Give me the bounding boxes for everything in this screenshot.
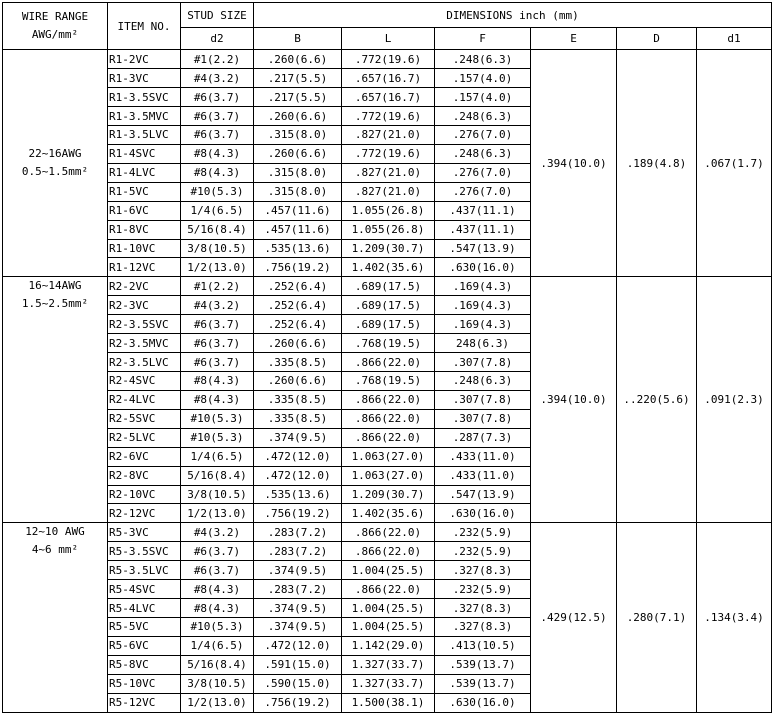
item-no-cell: R2-4SVC xyxy=(108,371,181,390)
dim-l-cell: 1.402(35.6) xyxy=(342,504,435,523)
dim-b-cell: .283(7.2) xyxy=(254,580,342,599)
dim-b-cell: .217(5.5) xyxy=(254,69,342,88)
dim-b-cell: .590(15.0) xyxy=(254,674,342,693)
stud-size-cell: 1/4(6.5) xyxy=(181,201,254,220)
dim-b-cell: .252(6.4) xyxy=(254,296,342,315)
stud-size-cell: #4(3.2) xyxy=(181,523,254,542)
dimensions-table xyxy=(2,2,772,713)
header-col-b: B xyxy=(254,28,342,50)
stud-size-cell: #1(2.2) xyxy=(181,277,254,296)
dim-f-cell: .547(13.9) xyxy=(435,239,531,258)
dim-b-cell: .472(12.0) xyxy=(254,447,342,466)
stud-size-cell: #8(4.3) xyxy=(181,163,254,182)
dim-f-cell: .232(5.9) xyxy=(435,580,531,599)
stud-size-cell: #10(5.3) xyxy=(181,617,254,636)
dim-b-cell: .374(9.5) xyxy=(254,599,342,618)
dim-l-cell: .689(17.5) xyxy=(342,277,435,296)
item-no-cell: R5-3.5SVC xyxy=(108,542,181,561)
item-no-cell: R5-4SVC xyxy=(108,580,181,599)
dim-f-cell: .547(13.9) xyxy=(435,485,531,504)
dim-b-cell: .252(6.4) xyxy=(254,315,342,334)
item-no-cell: R1-3.5MVC xyxy=(108,107,181,126)
item-no-cell: R2-3.5MVC xyxy=(108,334,181,353)
item-no-cell: R2-5LVC xyxy=(108,428,181,447)
dim-f-cell: .157(4.0) xyxy=(435,88,531,107)
item-no-cell: R5-10VC xyxy=(108,674,181,693)
dim-l-cell: 1.055(26.8) xyxy=(342,220,435,239)
item-no-cell: R2-6VC xyxy=(108,447,181,466)
dim-b-cell: .260(6.6) xyxy=(254,107,342,126)
dim-b-cell: .374(9.5) xyxy=(254,561,342,580)
header-wire-range xyxy=(3,3,108,50)
dim-f-cell: .433(11.0) xyxy=(435,466,531,485)
wire-range-awg: 16~14AWG xyxy=(28,279,82,293)
dim-f-cell: .169(4.3) xyxy=(435,315,531,334)
item-no-cell: R2-10VC xyxy=(108,485,181,504)
dim-e-cell: .394(10.0) xyxy=(531,50,617,277)
item-no-cell: R2-5SVC xyxy=(108,409,181,428)
dim-b-cell: .457(11.6) xyxy=(254,220,342,239)
dim-l-cell: .866(22.0) xyxy=(342,390,435,409)
stud-size-cell: 3/8(10.5) xyxy=(181,485,254,504)
table-row xyxy=(3,277,772,296)
stud-size-cell: #8(4.3) xyxy=(181,599,254,618)
item-no-cell: R2-12VC xyxy=(108,504,181,523)
dim-b-cell: .283(7.2) xyxy=(254,523,342,542)
header-row-1 xyxy=(3,3,772,28)
dim-d-cell: .280(7.1) xyxy=(617,523,697,713)
dim-l-cell: 1.500(38.1) xyxy=(342,693,435,712)
dim-b-cell: .756(19.2) xyxy=(254,693,342,712)
dim-f-cell: .232(5.9) xyxy=(435,523,531,542)
stud-size-cell: 1/2(13.0) xyxy=(181,693,254,712)
dim-b-cell: .260(6.6) xyxy=(254,50,342,69)
item-no-cell: R5-3.5LVC xyxy=(108,561,181,580)
dim-b-cell: .260(6.6) xyxy=(254,334,342,353)
item-no-cell: R5-6VC xyxy=(108,636,181,655)
header-col-e: E xyxy=(531,28,617,50)
dim-b-cell: .335(8.5) xyxy=(254,390,342,409)
dim-l-cell: 1.063(27.0) xyxy=(342,447,435,466)
dim-l-cell: .772(19.6) xyxy=(342,144,435,163)
dim-l-cell: .866(22.0) xyxy=(342,428,435,447)
item-no-cell: R1-3VC xyxy=(108,69,181,88)
stud-size-cell: #8(4.3) xyxy=(181,144,254,163)
dim-b-cell: .335(8.5) xyxy=(254,409,342,428)
item-no-cell: R1-8VC xyxy=(108,220,181,239)
item-no-cell: R2-2VC xyxy=(108,277,181,296)
dim-d-cell: ..220(5.6) xyxy=(617,277,697,523)
dim-d1-cell: .067(1.7) xyxy=(697,50,772,277)
stud-size-cell: 3/8(10.5) xyxy=(181,674,254,693)
item-no-cell: R2-3VC xyxy=(108,296,181,315)
item-no-cell: R2-8VC xyxy=(108,466,181,485)
dim-d1-cell: .134(3.4) xyxy=(697,523,772,713)
dim-f-cell: .169(4.3) xyxy=(435,296,531,315)
dim-f-cell: .307(7.8) xyxy=(435,353,531,372)
dim-l-cell: .827(21.0) xyxy=(342,163,435,182)
item-no-cell: R1-5VC xyxy=(108,182,181,201)
stud-size-cell: 5/16(8.4) xyxy=(181,220,254,239)
dim-f-cell: .287(7.3) xyxy=(435,428,531,447)
dim-f-cell: .413(10.5) xyxy=(435,636,531,655)
dim-l-cell: .768(19.5) xyxy=(342,334,435,353)
wire-range-cell xyxy=(3,523,108,713)
dim-b-cell: .260(6.6) xyxy=(254,371,342,390)
dim-l-cell: .689(17.5) xyxy=(342,315,435,334)
dim-f-cell: .276(7.0) xyxy=(435,163,531,182)
dim-l-cell: .866(22.0) xyxy=(342,353,435,372)
dim-l-cell: 1.327(33.7) xyxy=(342,655,435,674)
dim-b-cell: .283(7.2) xyxy=(254,542,342,561)
item-no-cell: R1-4SVC xyxy=(108,144,181,163)
dim-l-cell: 1.055(26.8) xyxy=(342,201,435,220)
dim-f-cell: .539(13.7) xyxy=(435,674,531,693)
dim-d-cell: .189(4.8) xyxy=(617,50,697,277)
dim-b-cell: .756(19.2) xyxy=(254,504,342,523)
dim-l-cell: .768(19.5) xyxy=(342,371,435,390)
dim-f-cell: .630(16.0) xyxy=(435,693,531,712)
header-stud-size: STUD SIZE xyxy=(181,3,254,28)
stud-size-cell: #8(4.3) xyxy=(181,390,254,409)
stud-size-cell: #6(3.7) xyxy=(181,561,254,580)
table-row xyxy=(3,50,772,69)
table-body xyxy=(3,3,772,713)
stud-size-cell: #6(3.7) xyxy=(181,88,254,107)
item-no-cell: R1-3.5LVC xyxy=(108,126,181,145)
item-no-cell: R1-2VC xyxy=(108,50,181,69)
stud-size-cell: 1/4(6.5) xyxy=(181,447,254,466)
dim-l-cell: 1.004(25.5) xyxy=(342,599,435,618)
stud-size-cell: #4(3.2) xyxy=(181,296,254,315)
dim-f-cell: .327(8.3) xyxy=(435,599,531,618)
dim-f-cell: .276(7.0) xyxy=(435,182,531,201)
dim-l-cell: .827(21.0) xyxy=(342,182,435,201)
dim-l-cell: .866(22.0) xyxy=(342,580,435,599)
dim-l-cell: .772(19.6) xyxy=(342,50,435,69)
item-no-cell: R2-3.5LVC xyxy=(108,353,181,372)
dim-l-cell: 1.063(27.0) xyxy=(342,466,435,485)
dim-f-cell: .433(11.0) xyxy=(435,447,531,466)
header-wire-range-label: WIRE RANGE xyxy=(21,10,89,24)
dim-f-cell: .307(7.8) xyxy=(435,390,531,409)
dim-f-cell: .248(6.3) xyxy=(435,371,531,390)
dim-f-cell: .327(8.3) xyxy=(435,617,531,636)
stud-size-cell: #8(4.3) xyxy=(181,371,254,390)
wire-range-mm: 1.5~2.5mm² xyxy=(21,297,89,311)
wire-range-awg: 12~10 AWG xyxy=(25,525,85,539)
wire-range-mm: 0.5~1.5mm² xyxy=(21,165,89,179)
stud-size-cell: 3/8(10.5) xyxy=(181,239,254,258)
dim-b-cell: .756(19.2) xyxy=(254,258,342,277)
dim-l-cell: 1.142(29.0) xyxy=(342,636,435,655)
item-no-cell: R1-4LVC xyxy=(108,163,181,182)
dim-l-cell: 1.402(35.6) xyxy=(342,258,435,277)
dim-b-cell: .457(11.6) xyxy=(254,201,342,220)
item-no-cell: R5-3VC xyxy=(108,523,181,542)
dim-b-cell: .217(5.5) xyxy=(254,88,342,107)
item-no-cell: R2-4LVC xyxy=(108,390,181,409)
dim-f-cell: .437(11.1) xyxy=(435,220,531,239)
header-col-f: F xyxy=(435,28,531,50)
dim-l-cell: .866(22.0) xyxy=(342,542,435,561)
table-row xyxy=(3,523,772,542)
dim-f-cell: .437(11.1) xyxy=(435,201,531,220)
stud-size-cell: #6(3.7) xyxy=(181,315,254,334)
header-col-l: L xyxy=(342,28,435,50)
dim-f-cell: .232(5.9) xyxy=(435,542,531,561)
dim-l-cell: 1.004(25.5) xyxy=(342,561,435,580)
dim-e-cell: .429(12.5) xyxy=(531,523,617,713)
item-no-cell: R5-12VC xyxy=(108,693,181,712)
stud-size-cell: #4(3.2) xyxy=(181,69,254,88)
dim-b-cell: .260(6.6) xyxy=(254,144,342,163)
item-no-cell: R5-8VC xyxy=(108,655,181,674)
dim-b-cell: .472(12.0) xyxy=(254,636,342,655)
header-col-d1: d1 xyxy=(697,28,772,50)
dim-b-cell: .315(8.0) xyxy=(254,163,342,182)
header-stud-sub: d2 xyxy=(181,28,254,50)
dim-b-cell: .591(15.0) xyxy=(254,655,342,674)
dim-f-cell: .630(16.0) xyxy=(435,504,531,523)
wire-range-awg: 22~16AWG xyxy=(28,147,82,161)
header-col-d: D xyxy=(617,28,697,50)
dim-b-cell: .535(13.6) xyxy=(254,485,342,504)
wire-range-cell xyxy=(3,277,108,523)
stud-size-cell: #10(5.3) xyxy=(181,428,254,447)
dim-f-cell: .630(16.0) xyxy=(435,258,531,277)
wire-range-cell xyxy=(3,50,108,277)
wire-range-mm: 4~6 mm² xyxy=(31,543,79,557)
header-item-no: ITEM NO. xyxy=(108,3,181,50)
item-no-cell: R1-6VC xyxy=(108,201,181,220)
stud-size-cell: #6(3.7) xyxy=(181,542,254,561)
item-no-cell: R5-4LVC xyxy=(108,599,181,618)
dim-l-cell: .866(22.0) xyxy=(342,409,435,428)
dim-l-cell: .827(21.0) xyxy=(342,126,435,145)
dim-f-cell: .157(4.0) xyxy=(435,69,531,88)
stud-size-cell: #6(3.7) xyxy=(181,107,254,126)
dim-f-cell: .248(6.3) xyxy=(435,50,531,69)
item-no-cell: R5-5VC xyxy=(108,617,181,636)
dim-l-cell: .657(16.7) xyxy=(342,88,435,107)
header-wire-range-units: AWG/mm² xyxy=(31,28,79,42)
stud-size-cell: #6(3.7) xyxy=(181,353,254,372)
item-no-cell: R1-3.5SVC xyxy=(108,88,181,107)
dim-f-cell: .276(7.0) xyxy=(435,126,531,145)
dim-b-cell: .252(6.4) xyxy=(254,277,342,296)
stud-size-cell: #8(4.3) xyxy=(181,580,254,599)
header-dimensions: DIMENSIONS inch (mm) xyxy=(254,3,772,28)
dim-l-cell: 1.327(33.7) xyxy=(342,674,435,693)
stud-size-cell: 5/16(8.4) xyxy=(181,655,254,674)
dim-d1-cell: .091(2.3) xyxy=(697,277,772,523)
stud-size-cell: #10(5.3) xyxy=(181,409,254,428)
stud-size-cell: 5/16(8.4) xyxy=(181,466,254,485)
stud-size-cell: #1(2.2) xyxy=(181,50,254,69)
dim-b-cell: .315(8.0) xyxy=(254,182,342,201)
dim-f-cell: .169(4.3) xyxy=(435,277,531,296)
dim-f-cell: .539(13.7) xyxy=(435,655,531,674)
stud-size-cell: 1/2(13.0) xyxy=(181,504,254,523)
stud-size-cell: 1/4(6.5) xyxy=(181,636,254,655)
stud-size-cell: #6(3.7) xyxy=(181,334,254,353)
dim-e-cell: .394(10.0) xyxy=(531,277,617,523)
dim-f-cell: .248(6.3) xyxy=(435,107,531,126)
item-no-cell: R2-3.5SVC xyxy=(108,315,181,334)
dim-l-cell: .866(22.0) xyxy=(342,523,435,542)
stud-size-cell: #10(5.3) xyxy=(181,182,254,201)
dim-b-cell: .335(8.5) xyxy=(254,353,342,372)
stud-size-cell: 1/2(13.0) xyxy=(181,258,254,277)
dim-l-cell: 1.209(30.7) xyxy=(342,485,435,504)
dim-l-cell: 1.004(25.5) xyxy=(342,617,435,636)
dim-b-cell: .374(9.5) xyxy=(254,617,342,636)
dim-b-cell: .535(13.6) xyxy=(254,239,342,258)
dim-l-cell: .657(16.7) xyxy=(342,69,435,88)
dim-f-cell: .327(8.3) xyxy=(435,561,531,580)
dim-l-cell: .689(17.5) xyxy=(342,296,435,315)
item-no-cell: R1-12VC xyxy=(108,258,181,277)
dim-b-cell: .315(8.0) xyxy=(254,126,342,145)
dim-f-cell: .307(7.8) xyxy=(435,409,531,428)
dim-l-cell: 1.209(30.7) xyxy=(342,239,435,258)
dim-l-cell: .772(19.6) xyxy=(342,107,435,126)
dim-b-cell: .472(12.0) xyxy=(254,466,342,485)
dim-f-cell: .248(6.3) xyxy=(435,144,531,163)
item-no-cell: R1-10VC xyxy=(108,239,181,258)
dim-f-cell: 248(6.3) xyxy=(435,334,531,353)
dim-b-cell: .374(9.5) xyxy=(254,428,342,447)
stud-size-cell: #6(3.7) xyxy=(181,126,254,145)
